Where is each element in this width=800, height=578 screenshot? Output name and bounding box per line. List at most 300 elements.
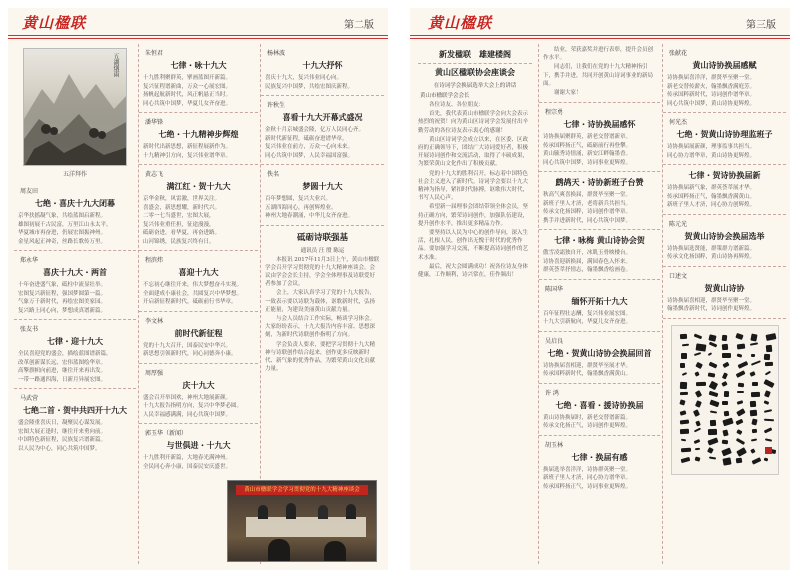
poem-line: 宏图大展正逢时，继往开来勇向前。	[18, 428, 107, 435]
poem-author: 马武营	[20, 395, 39, 402]
poem-block	[539, 280, 660, 332]
poem-line: 全民同心奔小康，国泰民安庆盛世。	[143, 463, 232, 470]
news-article	[261, 226, 384, 379]
poem-line: 诗协换届展新颜，理事监事共担当。	[667, 144, 756, 150]
calligraphy-stroke	[695, 372, 700, 377]
poem-block	[663, 267, 786, 319]
poem-line: 换届选举喜洋洋，诗协群英聚一堂。	[543, 466, 632, 473]
attendee	[268, 539, 290, 562]
poem-block	[139, 165, 258, 251]
calligraphy-stroke	[680, 420, 690, 425]
calligraphy-stroke	[750, 401, 756, 407]
article-paragraph: 学会负责人要求，要把学习贯彻十九大精神与诗联创作结合起来，创作更多反映新时代、新气象的优秀作品，为繁荣黄山文化贡献力量。	[265, 341, 376, 373]
poem-line: 盛会隆重喜庆日，凝聚民心谋发展。	[18, 420, 107, 426]
calligraphy-stroke	[710, 410, 717, 413]
poem-block	[261, 44, 384, 96]
poem-block	[663, 215, 786, 267]
right-column-1	[414, 44, 536, 564]
right-page	[410, 8, 790, 570]
poem-block	[663, 165, 786, 215]
attendee	[324, 541, 346, 562]
poem-line: 传承文化扬正气，诗词创作更辉煌。	[543, 423, 632, 430]
poem-line: 诗协换届喜洋洋，群贤毕至聚一堂。	[667, 75, 756, 81]
poem-line: 黄山毓秀诗情涌，新安江畔翰墨香。	[543, 151, 632, 158]
calligraphy-stroke	[763, 409, 771, 413]
calligraphy-stroke	[736, 370, 746, 378]
poem-line: 秋高气爽喜换届，群贤毕至聚一堂。	[543, 192, 632, 199]
poem-line: 传承国粹新时代，诗词创作谱华章。	[667, 92, 756, 98]
calligraphy-stroke	[751, 419, 758, 426]
left-column-1	[14, 44, 136, 564]
calligraphy-stroke	[737, 400, 744, 405]
calligraphy-stroke	[750, 360, 760, 366]
calligraphy-stroke	[682, 373, 688, 377]
meeting-table	[246, 517, 366, 537]
poem-line: 十九胜利聚群英，擘画蓝图开新篇。	[143, 75, 232, 81]
poem-block	[539, 230, 660, 280]
poem-block	[539, 103, 660, 172]
attendee	[258, 505, 268, 519]
calligraphy-stroke	[709, 391, 719, 398]
calligraphy-stroke	[764, 354, 771, 360]
calligraphy-stroke	[708, 335, 716, 342]
calligraphy-stroke	[681, 439, 686, 442]
right-column-3	[662, 44, 786, 564]
poem-block	[539, 384, 660, 436]
poem-title: 七绝・喜看・援诗协换届	[555, 399, 644, 410]
article-paragraph: 黄山区诗词学会成立以来，在区委、区政府的正确领导下，团结广大诗词爱好者，积极开展诗词创作和交流活动，取得了丰硕成果，为繁荣黄山文化作出了积极贡献。	[418, 136, 529, 168]
attendee	[318, 505, 328, 519]
calligraphy-stroke	[750, 343, 758, 347]
poem-line: 诗协换届喜相迎，群贤毕至聚一堂。	[667, 297, 756, 304]
poem-line: 全面建成小康社会，共圆复兴中华梦想。	[143, 290, 243, 297]
poem-title: 鹧鸪天・诗协新班子台赞	[555, 177, 644, 188]
calligraphy-stroke	[752, 428, 757, 433]
poem-title: 庆十九大	[182, 379, 215, 390]
calligraphy-stroke	[751, 333, 758, 341]
poem-line: 二零一七当盛世，宏图大展，	[143, 213, 215, 219]
calligraphy-stroke	[694, 456, 700, 461]
poem-line: 百年征程壮志酬，复兴伟业展宏图。	[543, 310, 632, 317]
poem-block	[139, 364, 258, 425]
calligraphy-stroke	[764, 428, 772, 434]
calligraphy-stroke	[751, 353, 755, 356]
poem-line: 复兴伟业重任担，征途漫漫，	[143, 221, 215, 228]
calligraphy-stroke	[765, 371, 772, 376]
poem-line: 人民幸福感满满，同心共筑中国梦。	[143, 411, 232, 418]
article-paragraph: 会上，大家认真学习了党的十九大报告，一致表示要以诗联为载体，讴歌新时代，弘扬正能量，为建设美丽黄山贡献力量。	[265, 290, 376, 313]
speech-continued	[539, 44, 660, 103]
poem-line: 盛会召开举国欢，神州大地展新颜。	[143, 394, 232, 401]
calligraphy-stroke	[724, 411, 730, 417]
poem-line: 一带一路通四海，日新月异展宏图。	[18, 376, 107, 383]
edition-label: 第二版	[344, 20, 374, 31]
poem-title: 黄山诗协换届感赋	[692, 60, 757, 70]
poem-title: 七律・诗协换届感怀	[563, 119, 636, 130]
poem-line: 诗协换届选贤能，群策群力谱新篇。	[667, 245, 756, 252]
calligraphy-stroke	[735, 333, 744, 340]
poem-line: 高擎旗帜向前进，继往开来再出发。	[18, 368, 107, 374]
calligraphy-stroke	[724, 390, 729, 396]
poem-block	[539, 172, 660, 230]
calligraphy-stroke	[750, 448, 756, 454]
poem-author: 何光杰	[669, 119, 688, 126]
poem-block	[261, 96, 384, 165]
calligraphy-stroke	[680, 363, 685, 368]
poem-block	[14, 389, 136, 457]
poem-line: 民族复兴中国梦，共绘宏图庆新程。	[265, 83, 354, 90]
poem-line: 同心共筑中国梦，人民幸福国富强。	[265, 152, 354, 159]
meeting-photo	[227, 480, 377, 562]
calligraphy-stroke	[765, 362, 773, 366]
poem-line: 中国特色新征程，民族复兴谱新篇。	[18, 437, 107, 443]
calligraphy-stroke	[736, 354, 741, 358]
left-page	[8, 8, 388, 570]
poem-line: 山河锦绣，民族复兴终有日。	[143, 238, 215, 245]
page-header	[410, 8, 790, 36]
header-rule	[410, 38, 790, 39]
calligraphy-stroke	[722, 418, 733, 427]
poem-title: 贺黄山诗协会换届选举	[684, 230, 765, 241]
page-header	[8, 8, 388, 36]
calligraphy-stroke	[682, 344, 689, 347]
calligraphy-stroke	[708, 342, 717, 348]
calligraphy-stroke	[738, 382, 745, 386]
poem-line: 新思想引领新时代，同心同德奔小康。	[143, 351, 237, 357]
calligraphy-stroke	[764, 458, 769, 462]
article-kicker: 新发楹联 雄建楼阁	[418, 49, 532, 64]
poem-title: 七律・咏十九大	[170, 60, 227, 70]
poem-title: 七绝・贺黄山诗协理监班子	[676, 129, 773, 139]
poem-line: 喜庆十九大，复兴伟业同心向。	[265, 75, 343, 81]
calligraphy-stroke	[695, 401, 702, 408]
calligraphy-stroke	[723, 457, 732, 465]
poem-line: 复兴路上同心向，梦想成真谱新篇。	[18, 307, 107, 314]
poem-block	[261, 165, 384, 226]
poem-title: 喜看十九大开幕式盛况	[282, 112, 363, 122]
article-byline: 黄山市楹联学会会长	[420, 93, 470, 99]
poem-line: 传承国粹扬正气，砥砺前行再登攀。	[543, 142, 632, 149]
poem-author: 李文林	[145, 317, 164, 325]
masthead: 黄山楹联	[22, 14, 87, 32]
calligraphy-stroke	[722, 343, 729, 350]
poem-block	[139, 113, 258, 165]
calligraphy-stroke	[696, 382, 706, 387]
article-paragraph: 党的十九大的胜利召开，标志着中国特色社会主义进入了新时代。诗词学会要以十九大精神为指导，紧扣时代脉搏，讴歌伟大时代，书写人民心声。	[418, 170, 529, 202]
calligraphy-stroke	[694, 352, 702, 356]
calligraphy-stroke	[749, 371, 755, 376]
calligraphy-stroke	[680, 456, 690, 463]
poem-author: 佚名	[267, 171, 280, 178]
calligraphy-stroke	[765, 391, 772, 398]
poem-line: 新班子里人才济，同心协力谱华章。	[543, 475, 632, 482]
poem-author: 吴启良	[545, 337, 564, 345]
calligraphy-stroke	[681, 353, 687, 359]
right-column-2	[538, 44, 660, 564]
photo-banner: 黄山市楹联学会学习贯彻党的十九大精神座谈会	[236, 485, 368, 495]
poem-block	[14, 320, 136, 389]
poem-title: 七律・贺诗协换届新	[688, 170, 761, 180]
calligraphy-stroke	[694, 334, 703, 340]
calligraphy-stroke	[735, 458, 741, 464]
poem-line: 改革创新谋长远，宏伟蓝图绘华章。	[18, 359, 107, 366]
poem-title: 喜迎十九大	[178, 267, 219, 277]
calligraphy-stroke	[708, 447, 715, 454]
poem-line: 华夏城市再奋进，仍展宏图振神州。	[18, 230, 107, 236]
landscape-painting	[23, 48, 127, 166]
article-subtitle: 在诗词学会换届选举大会上的讲话	[433, 83, 517, 89]
calligraphy-stroke	[722, 439, 729, 443]
poem-author: 周厚强	[145, 369, 164, 377]
poem-author: 张献花	[669, 50, 688, 57]
poem-line: 新老交替传薪火，翰墨飘香满庭芳。	[667, 83, 756, 90]
calligraphy-stroke	[680, 392, 688, 396]
article-paragraph: 本报讯 2017年11月3日上午，黄山市楹联学会召开学习贯彻党的十九大精神座谈会。会议由学会会长主持，学会全体理事及诗联爱好者参加了会议。	[265, 256, 380, 288]
poem-line: 党的十九大召开，国泰民安中华兴。	[143, 342, 232, 349]
poem-author: 郭玉华（新闻）	[145, 430, 188, 437]
meeting-photo-wrap	[222, 476, 382, 562]
speech-article	[414, 44, 536, 284]
poem-block	[14, 251, 136, 320]
calligraphy-stroke	[680, 334, 687, 339]
poem-title: 贺黄山诗协	[704, 282, 745, 293]
poem-line: 传承国粹扬正气，诗词事业更辉煌。	[543, 483, 632, 490]
poem-author: 朱恒君	[145, 50, 164, 57]
calligraphy-stroke	[751, 457, 761, 464]
painting-caption: 五洋拜作	[62, 171, 87, 178]
poem-title: 七律・迎十九大	[47, 336, 103, 346]
poem-block	[139, 251, 258, 312]
poem-line: 传承国粹新时代，翰墨飘香满黄山。	[543, 371, 632, 378]
poem-line: 神州大地春潮涌，中华儿女齐奋进。	[265, 213, 354, 219]
calligraphy-stroke	[736, 408, 745, 416]
calligraphy-stroke	[708, 381, 717, 390]
calligraphy-stroke	[765, 344, 772, 351]
article-title: 砥砺诗联强基	[296, 232, 348, 243]
poem-author: 陈国华	[545, 285, 564, 293]
poem-line: 诗协喜迎新换届，满园春色入怀来。	[543, 258, 632, 265]
calligraphy-stroke	[750, 410, 757, 417]
calligraphy-stroke	[750, 392, 760, 398]
poem-title: 七绝二首・贺中共四开十九大	[23, 405, 127, 415]
calligraphy-stroke	[710, 400, 721, 408]
poem-line: 群英荟萃抒情志，翰墨飘香绘画卷。	[543, 267, 632, 274]
poem-line: 新班子里人才济，老将新兵共担当。	[543, 200, 632, 207]
poem-author: 郑永华	[20, 257, 39, 264]
poem-title: 缅怀开拓十九大	[571, 295, 628, 306]
poem-line: 携手并进新时代，同心共筑中国梦。	[543, 217, 632, 224]
poem-line: 十年奋进盛气象，砥柱中流显壮举。	[18, 282, 107, 288]
poem-line: 传承文化扬国粹，黄山诗协再辉煌。	[667, 254, 756, 260]
poem-author: 张友书	[20, 326, 39, 333]
poem-line: 傲雪凌霜独自开，冰肌玉骨映楼台。	[543, 250, 632, 257]
poem-line: 不忘初心继往开来，伟大梦想奋斗实现。	[143, 282, 243, 288]
calligraphy-stroke	[693, 409, 700, 417]
poem-title: 与世俱进・十九大	[166, 440, 231, 450]
poem-author: 程滨炜	[145, 257, 164, 264]
poem-author: 许秋生	[267, 102, 286, 109]
poem-author: 杨林波	[267, 50, 286, 57]
poem-author: 口述文	[669, 272, 688, 280]
calligraphy-stroke	[764, 380, 775, 389]
poem-line: 同心协力谱华章，黄山诗协更辉煌。	[667, 152, 756, 159]
calligraphy-stroke	[722, 362, 729, 368]
calligraphy-stroke	[680, 382, 687, 389]
calligraphy-stroke	[738, 361, 748, 369]
calligraphy-stroke	[736, 429, 742, 434]
poem-author: 潘华锋	[145, 119, 164, 126]
poem-line: 十九精神引方向，复兴伟业谱华章。	[143, 152, 232, 159]
poem-title: 梦圆十九大	[302, 181, 343, 191]
poem-block	[663, 113, 786, 165]
poem-title: 七绝・十九精神步辉煌	[158, 129, 239, 139]
poem-block	[139, 312, 258, 364]
header-rule	[8, 38, 388, 39]
calligraphy-stroke	[708, 429, 717, 435]
calligraphy-stroke	[765, 439, 772, 442]
poem-line: 五湖四海同心，再创辉煌业。	[265, 204, 337, 211]
poem-line: 京华金秋，风雷激，世界关注。	[143, 196, 221, 202]
calligraphy-stroke	[723, 430, 729, 437]
article-paragraph: 谢谢大家！	[554, 90, 582, 97]
edition-label: 第三版	[746, 20, 776, 31]
masthead: 黄山楹联	[428, 14, 493, 32]
calligraphy-stroke	[708, 373, 716, 378]
calligraphy-stroke	[737, 391, 744, 393]
seal-stamp	[765, 447, 772, 454]
poem-line: 金星风起正神奇，丝路长歌传万里。	[18, 238, 107, 245]
attendee	[286, 503, 296, 519]
article-paragraph: 结业，荣获嘉奖并进行表彰，提升会员创作水平。	[543, 47, 654, 62]
poem-title: 前时代新征程	[174, 327, 223, 338]
poem-line: 气象万千新时代，再绘宏图美家园。	[18, 299, 107, 305]
calligraphy-stroke	[695, 390, 702, 397]
calligraphy-stroke	[681, 448, 691, 452]
calligraphy-stroke	[696, 344, 707, 352]
calligraphy-stroke	[737, 344, 746, 350]
calligraphy-stroke	[722, 335, 728, 341]
poem-title: 七律・换届有感	[571, 451, 628, 462]
calligraphy-stroke	[721, 381, 727, 387]
poem-line: 十九大报告指明方向，复兴中华梦必圆。	[143, 403, 243, 409]
poem-block	[14, 182, 136, 251]
calligraphy-stroke	[680, 400, 687, 406]
poem-line: 新时代新征程，砥砺奋进谱华章。	[265, 135, 348, 142]
poem-line: 同心共筑中国梦，华夏儿女齐奋进。	[143, 100, 232, 107]
article-paragraph: 首先，我代表黄山市楹联学会向大会表示热烈的祝贺！向为黄山区诗词学会发展付出辛勤劳动的各位诗友表示衷心的感谢！	[418, 111, 529, 134]
calligraphy-stroke	[722, 372, 728, 379]
calligraphy-artwork	[671, 325, 779, 475]
poem-line: 新班子里人才济，同心协力创辉煌。	[667, 202, 756, 208]
calligraphy-stroke	[764, 419, 774, 422]
poem-block	[139, 424, 258, 475]
calligraphy-stroke	[766, 333, 777, 341]
calligraphy-stroke	[708, 352, 713, 356]
poem-line: 开启新征程新时代，砥砺前行书华章。	[143, 299, 237, 305]
poem-author: 周友田	[20, 188, 39, 195]
poem-line: 喜盛会，新思想耀，新时代兴。	[143, 204, 221, 211]
poem-line: 雄图初展千古民富，万里江山永太平。	[18, 221, 112, 228]
calligraphy-stroke	[710, 420, 717, 426]
calligraphy-stroke	[694, 439, 701, 444]
article-paragraph: 最后，祝大会圆满成功！祝各位诗友身体健康，工作顺利，诗兴常在，佳作频出！	[418, 263, 529, 279]
poem-line: 以人民为中心，同心共筑中国梦。	[18, 445, 101, 452]
calligraphy-stroke	[722, 401, 728, 405]
poem-line: 十九胜利开新篇，大地春光满神州。	[143, 455, 232, 461]
poem-author: 许 鸿	[545, 389, 559, 397]
calligraphy-stroke	[722, 353, 731, 358]
poem-block	[663, 44, 786, 113]
poem-line: 黄山诗协换届时，新老交替谱新篇。	[543, 414, 632, 421]
calligraphy-stroke	[752, 382, 759, 386]
poem-line: 同心共筑中国梦，黄山诗协更辉煌。	[667, 100, 756, 107]
calligraphy-stroke	[707, 438, 718, 446]
article-paragraph: 同志们，让我们在党的十九大精神指引下，携手并进，共同开创黄山诗词事业的新局面。	[543, 64, 654, 87]
calligraphy-stroke	[695, 420, 701, 426]
poem-title: 七律・咏梅 黄山诗协会贺	[554, 235, 645, 246]
poem-block	[539, 332, 660, 384]
poem-title: 七绝・喜庆十九大闭幕	[35, 198, 115, 208]
painting-inscription: 五湖烟雨	[112, 53, 119, 77]
poem-title: 十九大抒怀	[302, 60, 343, 70]
poem-title: 满江红・贺十九大	[166, 181, 231, 191]
article-title: 黄山区楹联协会座谈会	[435, 67, 515, 77]
poem-title: 喜庆十九大・两首	[43, 267, 107, 277]
article-paragraph: 希望新一届理事会团结带领全体会员，坚持正确方向，繁荣诗词创作，加强队伍建设，提升创作水平，推出更多精品力作。	[418, 204, 529, 227]
calligraphy-stroke	[736, 447, 747, 456]
poem-line: 宏图复兴新征程，强国梦圆第一篇。	[18, 290, 107, 297]
poem-line: 复兴伟业在前方，万众一心向未来。	[265, 144, 354, 150]
poem-author: 程宗勇	[545, 109, 564, 117]
article-paragraph: 要坚持以人民为中心的创作导向，深入生活，扎根人民，创作出无愧于时代的优秀作品。要加强学习交流，不断提高诗词创作的艺术水准。	[418, 230, 529, 261]
poem-block	[139, 44, 258, 113]
poem-line: 翰墨飘香新时代，诗词创作更辉煌。	[667, 306, 756, 312]
calligraphy-stroke	[679, 411, 686, 416]
calligraphy-stroke	[695, 361, 703, 369]
poem-line: 诗协换届聚群英，新老交替谱新章。	[543, 134, 632, 141]
calligraphy-stroke	[763, 401, 768, 405]
calligraphy-stroke	[708, 362, 717, 369]
poem-line: 诗协换届喜相迎，群贤毕至展才华。	[543, 362, 632, 369]
calligraphy-stroke	[709, 457, 716, 460]
calligraphy-stroke	[735, 419, 743, 426]
poem-block	[539, 436, 660, 496]
calligraphy-stroke	[722, 447, 732, 455]
poem-line: 诗协换届新气象，群英荟萃展才华。	[667, 185, 756, 191]
article-paragraph: 各位诗友、各位朋友：	[429, 102, 485, 108]
poem-line: 京华扶摇凝气象，共绘蓝图启新程。	[18, 213, 107, 219]
poem-line: 百年梦想圆，复兴大业兴。	[265, 196, 332, 202]
attendee	[346, 504, 356, 519]
poem-line: 复兴征程谱新曲，万众一心展宏图。	[143, 83, 232, 90]
poem-author: 胡玉林	[545, 441, 564, 449]
calligraphy-stroke	[735, 438, 744, 445]
calligraphy-stroke	[751, 439, 757, 442]
poem-line: 金秋十月京城盛会隆，亿万人民同心齐。	[265, 127, 365, 133]
poem-author: 陈元光	[669, 220, 688, 228]
poem-line: 十九大引新航向，华夏儿女齐奋进。	[543, 319, 632, 326]
poem-line: 传承文化扬国粹，诗词创作谱华章。	[543, 209, 632, 216]
poem-line: 传承国粹扬正气，翰墨飘香满黄山。	[667, 193, 756, 200]
poem-line: 砥砺奋进，看华夏，再奋进路。	[143, 230, 221, 236]
calligraphy-stroke	[680, 429, 689, 435]
poem-line: 全民喜迎党的盛会，描绘蓝图谱新篇。	[18, 351, 112, 357]
poem-line: 同心共筑中国梦，诗词事业更辉煌。	[543, 159, 632, 166]
calligraphy-stroke	[695, 447, 700, 449]
poem-author: 黄志飞	[145, 171, 164, 178]
poem-line: 新时代出新思想，新征程展新作为。	[143, 144, 232, 150]
poem-line: 扬帆起航新时代，风正帆悬正当时。	[143, 92, 232, 98]
